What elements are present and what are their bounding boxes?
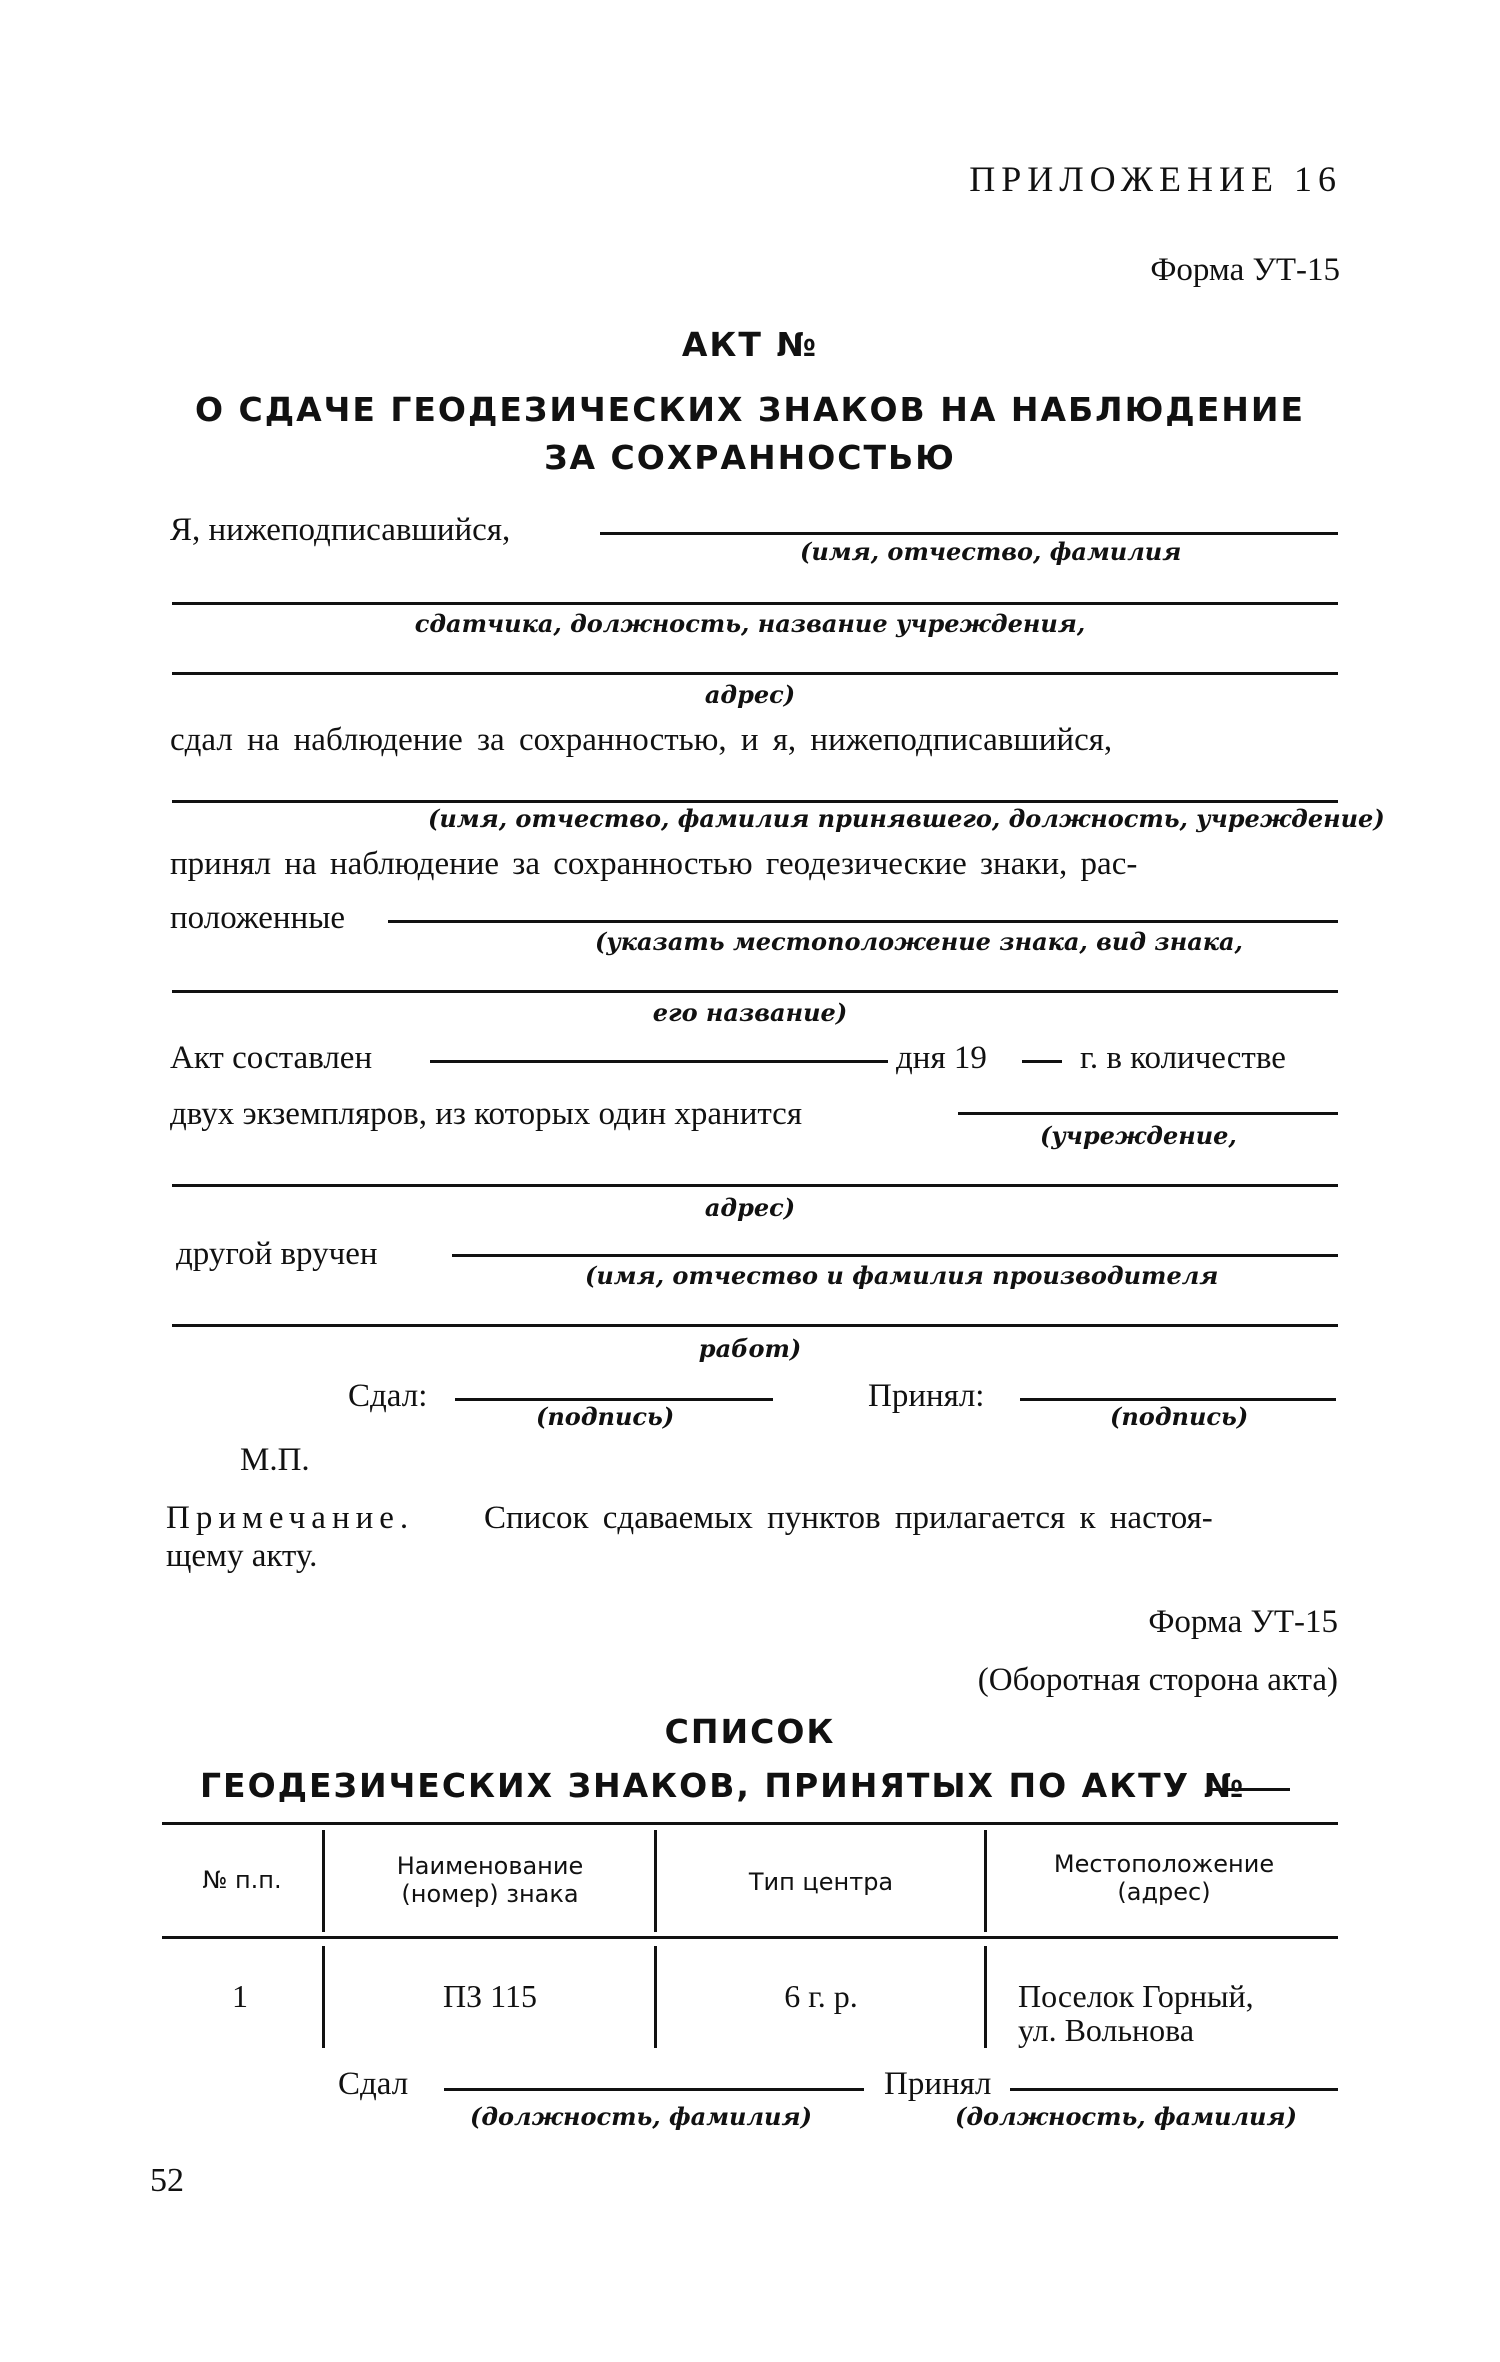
table-top-rule bbox=[162, 1822, 1338, 1825]
received-signature-line bbox=[1020, 1398, 1336, 1401]
act-quantity-label: г. в количестве bbox=[1080, 1040, 1286, 1076]
row-location-line2: ул. Вольнова bbox=[1018, 2012, 1195, 2048]
signer-position-caption: сдатчика, должность, название учреждения, bbox=[414, 609, 1086, 638]
reverse-handed-label: Сдал bbox=[338, 2066, 409, 2102]
storage-address-caption: адрес) bbox=[704, 1193, 796, 1222]
act-day-label: дня 19 bbox=[896, 1040, 987, 1076]
table-divider bbox=[322, 1830, 325, 1932]
given-to-caption: (имя, отчество и фамилия производителя bbox=[585, 1261, 1219, 1290]
received-label: Принял: bbox=[868, 1378, 985, 1414]
act-date-line bbox=[430, 1060, 888, 1063]
signer-intro: Я, нижеподписавшийся, bbox=[170, 512, 511, 548]
reverse-handed-caption: (должность, фамилия) bbox=[470, 2102, 812, 2131]
header-text: № п.п. bbox=[202, 1866, 282, 1894]
receiver-caption: (имя, отчество, фамилия принявшего, должность, учреждение) bbox=[428, 804, 1385, 833]
note-text: Список сдаваемых пунктов прилагается к настоя- bbox=[484, 1500, 1213, 1536]
handed-signature-caption: (подпись) bbox=[536, 1402, 675, 1431]
act-drawn-label: Акт составлен bbox=[170, 1040, 373, 1076]
located-label: положенные bbox=[170, 900, 346, 936]
received-signature-caption: (подпись) bbox=[1110, 1402, 1249, 1431]
table-divider bbox=[654, 1830, 657, 1932]
row-mark-name: ПЗ 115 bbox=[443, 1978, 537, 2014]
storage-address-line bbox=[172, 1184, 1338, 1187]
note-word: Примечание. bbox=[166, 1500, 415, 1536]
table-divider bbox=[984, 1946, 987, 2048]
row-location-line1: Поселок Горный, bbox=[1018, 1978, 1254, 2014]
works-caption: работ) bbox=[698, 1334, 802, 1363]
row-number: 1 bbox=[232, 1978, 248, 2014]
location-line bbox=[388, 920, 1338, 923]
reverse-received-line bbox=[1010, 2088, 1338, 2091]
table-divider bbox=[654, 1946, 657, 2048]
works-line bbox=[172, 1324, 1338, 1327]
signer-name-caption: (имя, отчество, фамилия bbox=[800, 537, 1182, 566]
table-header-cell bbox=[658, 1868, 984, 1896]
signer-address-caption: адрес) bbox=[704, 680, 796, 709]
list-subtitle: ГЕОДЕЗИЧЕСКИХ ЗНАКОВ, ПРИНЯТЫХ ПО АКТУ № bbox=[200, 1766, 1246, 1805]
given-to-label: другой вручен bbox=[176, 1236, 378, 1272]
reverse-received-caption: (должность, фамилия) bbox=[955, 2102, 1297, 2131]
table-header-cell bbox=[988, 1850, 1340, 1906]
table-header-rule bbox=[162, 1936, 1338, 1939]
list-title: СПИСОК bbox=[664, 1712, 836, 1751]
header-text: (номер) знака bbox=[401, 1880, 579, 1908]
header-text: Тип центра bbox=[748, 1868, 894, 1896]
signer-position-line bbox=[172, 602, 1338, 605]
signer-address-line bbox=[172, 672, 1338, 675]
form-label: Форма УТ-15 bbox=[1150, 252, 1340, 288]
act-year-line bbox=[1022, 1060, 1062, 1063]
table-divider bbox=[322, 1946, 325, 2048]
handed-signature-line bbox=[455, 1398, 773, 1401]
copies-statement: двух экземпляров, из которых один хранится bbox=[170, 1096, 803, 1132]
act-title: АКТ № bbox=[681, 325, 819, 364]
sign-name-line bbox=[172, 990, 1338, 993]
signer-name-line bbox=[600, 532, 1338, 535]
act-subtitle-line2: ЗА СОХРАННОСТЬЮ bbox=[544, 438, 956, 477]
act-subtitle-line1: О СДАЧЕ ГЕОДЕЗИЧЕСКИХ ЗНАКОВ НА НАБЛЮДЕНИЕ bbox=[194, 390, 1306, 429]
given-to-line bbox=[452, 1254, 1338, 1257]
table-header-cell bbox=[162, 1866, 322, 1894]
receiver-line bbox=[172, 800, 1338, 803]
list-act-number-line bbox=[1210, 1788, 1290, 1791]
handed-label: Сдал: bbox=[348, 1378, 428, 1414]
header-text: Наименование bbox=[396, 1852, 584, 1880]
reverse-handed-line bbox=[444, 2088, 864, 2091]
reverse-side-label: (Оборотная сторона акта) bbox=[977, 1662, 1338, 1698]
appendix-heading: ПРИЛОЖЕНИЕ 16 bbox=[969, 159, 1342, 199]
acceptance-statement: принял на наблюдение за сохранностью геодезические знаки, рас- bbox=[170, 846, 1138, 882]
header-text: (адрес) bbox=[1117, 1878, 1211, 1906]
handover-statement: сдал на наблюдение за сохранностью, и я, нижеподписавшийся, bbox=[170, 722, 1113, 758]
stamp-placeholder: М.П. bbox=[240, 1442, 310, 1478]
page-number: 52 bbox=[150, 2162, 184, 2199]
header-text: Местоположение bbox=[1053, 1850, 1275, 1878]
table-divider bbox=[984, 1830, 987, 1932]
reverse-received-label: Принял bbox=[884, 2066, 992, 2102]
reverse-form-label: Форма УТ-15 bbox=[1148, 1604, 1338, 1640]
location-caption: (указать местоположение знака, вид знака, bbox=[595, 927, 1243, 956]
storage-line bbox=[958, 1112, 1338, 1115]
table-header-cell bbox=[326, 1852, 654, 1908]
sign-name-caption: его название) bbox=[652, 998, 848, 1027]
note-text-continued: щему акту. bbox=[166, 1538, 318, 1574]
storage-caption: (учреждение, bbox=[1040, 1121, 1237, 1150]
row-center-type: 6 г. р. bbox=[784, 1978, 858, 2014]
